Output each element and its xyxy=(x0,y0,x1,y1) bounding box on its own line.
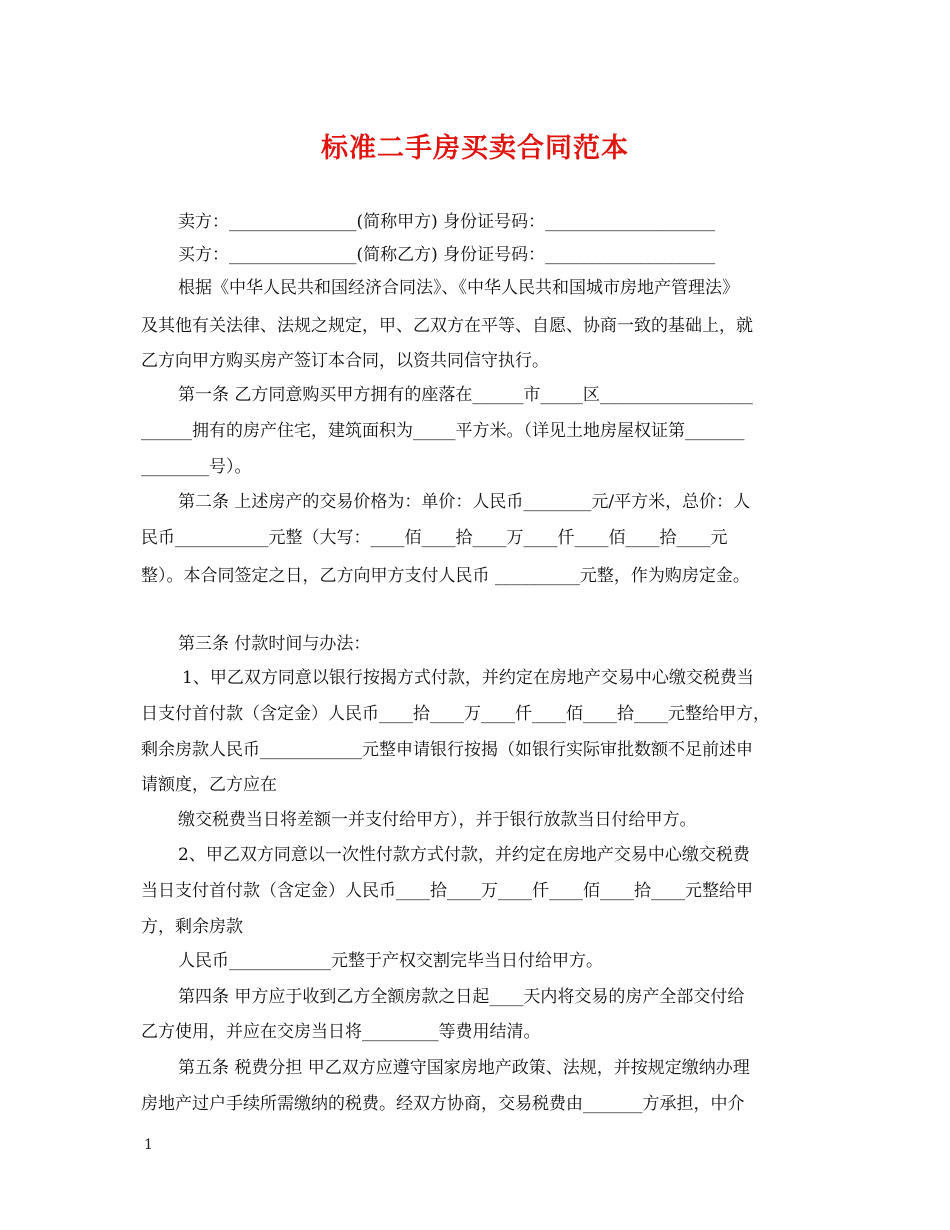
article-3-item-2-line-2: 当日支付首付款（含定金）人民币____拾____万____仟____佰____拾____元整给甲 xyxy=(141,881,753,901)
article-5-line-1: 第五条 税费分担 甲乙双方应遵守国家房地产政策、法规，并按规定缴纳办理 xyxy=(178,1058,750,1078)
preamble-line-3: 乙方向甲方购买房产签订本合同，以资共同信守执行。 xyxy=(141,351,549,371)
article-4-line-1: 第四条 甲方应于收到乙方全额房款之日起____天内将交易的房产全部交付给 xyxy=(178,987,745,1007)
article-3-item-1-line-2: 日支付首付款（含定金）人民币____拾____万____仟____佰____拾____元整给甲方， xyxy=(141,704,770,724)
article-3-item-1-line-3: 剩余房款人民币____________元整申请银行按揭（如银行实际审批数额不足前述申 xyxy=(141,740,753,760)
article-1-line-3: ________号）。 xyxy=(141,457,252,477)
page-number: 1 xyxy=(144,1137,153,1153)
article-3-item-1-line-4: 请额度，乙方应在 xyxy=(141,775,277,795)
article-3-item-2-line-1: 2、甲乙双方同意以一次性付款方式付款，并约定在房地产交易中心缴交税费 xyxy=(178,845,750,865)
article-1-line-1: 第一条 乙方同意购买甲方拥有的座落在______市_____区__________________ xyxy=(178,385,753,405)
preamble-line-1: 根据《中华人民共和国经济合同法》、《中华人民共和国城市房地产管理法》 xyxy=(178,278,739,298)
article-3-item-1-line-1: 1、甲乙双方同意以银行按揭方式付款，并约定在房地产交易中心缴交税费当 xyxy=(182,668,754,688)
article-3-item-1-line-5: 缴交税费当日将差额一并支付给甲方），并于银行放款当日付给甲方。 xyxy=(178,810,697,830)
article-2-line-2: 民币___________元整（大写：____佰____拾____万____仟____佰____拾____元 xyxy=(141,528,728,548)
article-1-line-2: ______拥有的房产住宅，建筑面积为_____平方米。（详见土地房屋权证第_______ xyxy=(141,421,745,441)
seller-line: 卖方：_______________(简称甲方) 身份证号码：____________________ xyxy=(178,212,716,232)
preamble-line-2: 及其他有关法律、法规之规定，甲、乙双方在平等、自愿、协商一致的基础上，就 xyxy=(141,316,753,336)
article-3-item-2-line-3: 方，剩余房款 xyxy=(141,917,243,937)
buyer-line: 买方：_______________(简称乙方) 身份证号码：____________________ xyxy=(178,245,716,265)
article-3-heading: 第三条 付款时间与办法： xyxy=(178,634,371,654)
page-title: 标准二手房买卖合同范本 xyxy=(321,133,629,164)
article-4-line-2: 乙方使用，并应在交房当日将_________等费用结清。 xyxy=(141,1022,541,1042)
article-5-line-2: 房地产过户手续所需缴纳的税费。经双方协商，交易税费由_______方承担，中介 xyxy=(141,1094,745,1114)
article-3-item-2-line-4: 人民币____________元整于产权交割完毕当日付给甲方。 xyxy=(178,951,603,971)
article-2-line-1: 第二条 上述房产的交易价格为：单价：人民币________元/平方米，总价：人 xyxy=(178,492,751,512)
article-2-line-3: 整）。本合同签定之日，乙方向甲方支付人民币 __________元整，作为购房定金。 xyxy=(141,566,750,586)
